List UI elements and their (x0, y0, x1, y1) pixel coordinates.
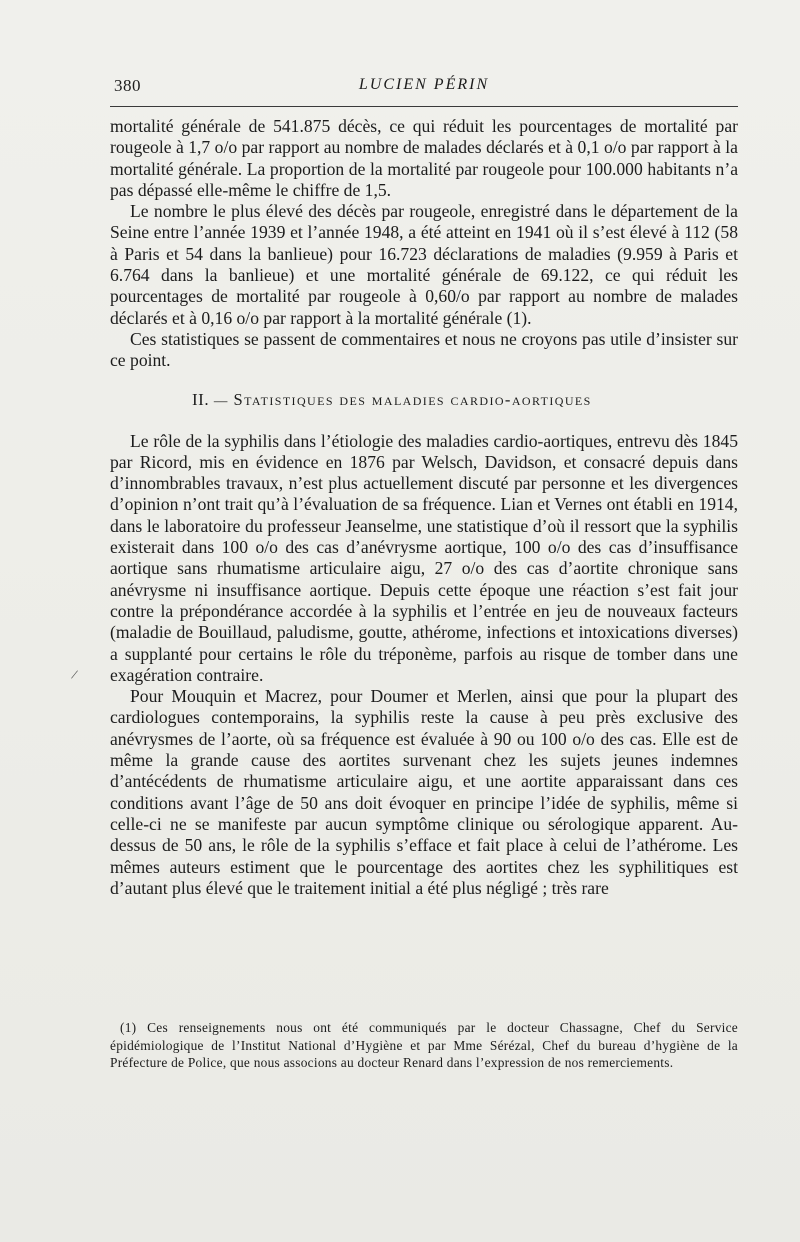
paragraph: mortalité générale de 541.875 décès, ce qui réduit les pourcentages de mortalité par rougeole à 1,7 o/o par rapport au nombre de malades déclarés et à 0,1 o/o par rapport à la mortalité générale. La proportion de la mortalité par rougeole pour 100.000 habitants n’a pas dépassé elle-même le chiffre de 1,5. (110, 116, 738, 200)
running-head: LUCIEN PÉRIN (358, 76, 490, 93)
section-dash: — (213, 392, 229, 408)
paragraph: Le rôle de la syphilis dans l’étiologie des maladies cardio-aortiques, entrevu dès 1845 par Ricord, mis en évidence en 1876 par Welsch, Davidson, et consacré depuis dans d’innombrables travaux, n’est plus actuellement discuté par personne et les divergences d’opinion n’ont trait qu’à l’évaluation de sa fréquence. Lian et Vernes ont établi en 1914, dans le laboratoire du professeur Jeanselme, une statistique d’où il ressort que la syphilis existerait dans 100 o/o des cas d’anévrysme aortique, 100 o/o des cas d’insuffisance aortique sans rhumatisme articulaire aigu, 27 o/o des cas d’aortite chronique sans anévrysme ni insuffisance aortique. Depuis cette époque une réaction s’est fait jour contre la prépondérance accordée à la syphilis et l’entrée en jeu de nouveaux facteurs (maladie de Bouillaud, paludisme, goutte, athérome, infections et intoxications diverses) a supplanté pour certains le rôle du tréponème, parfois au risque de tomber dans une exagération contraire. (110, 430, 738, 685)
main-text (110, 116, 738, 899)
section-heading (110, 390, 738, 411)
paragraph: Le nombre le plus élevé des décès par rougeole, enregistré dans le département de la Seine entre l’année 1939 et l’année 1948, a été atteint en 1941 où il s’est élevé à 112 (58 à Paris et 54 dans la banlieue) pour 16.723 déclarations de maladies (9.959 à Paris et 6.764 dans la banlieue) et une mortalité générale de 69.122, ce qui réduit les pourcentages de mortalité par rougeole à 0,60/o par rapport au nombre de malades déclarés et à 0,16 o/o par rapport à la mortalité générale (1). (110, 201, 738, 328)
footnote-text: (1) Ces renseignements nous ont été communiqués par le docteur Chassagne, Chef du Service épidémiologique de l’Institut National d’Hygiène et par Mme Sérézal, Chef du bureau d’hygiène de la Préfecture de Police, que nous associons au docteur Renard dans l’expression de nos remerciements. (110, 1020, 738, 1071)
header-rule (110, 106, 738, 107)
page-header (110, 76, 738, 100)
paragraph: Pour Mouquin et Macrez, pour Doumer et Merlen, ainsi que pour la plupart des cardiologues contemporains, la syphilis reste la cause à peu près exclusive des anévrysmes de l’aorte, où sa fréquence est évaluée à 90 ou 100 o/o des cas. Elle est de même la grande cause des aortites survenant chez les sujets jeunes indemnes d’antécédents de rhumatisme articulaire aigu, et une aortite apparaissant dans ces conditions avant l’âge de 50 ans doit évoquer en principe l’idée de syphilis, même si celle-ci ne se manifeste par aucun symptôme clinique ou sérologique apparent. Au-dessus de 50 ans, le rôle de la syphilis s’efface et fait place à celui de l’athérome. Les mêmes auteurs estiment que le pourcentage des aortites chez les syphilitiques est d’autant plus élevé que le traitement initial a été plus négligé ; très rare (110, 686, 738, 898)
margin-mark: / (69, 667, 79, 684)
section-title: Statistiques des maladies cardio-aortiques (233, 389, 592, 409)
footnote (110, 1019, 738, 1072)
paragraph: Ces statistiques se passent de commentaires et nous ne croyons pas utile d’insister sur ce point. (110, 328, 738, 371)
section-numeral: II. (192, 389, 210, 409)
page-number: 380 (114, 76, 141, 95)
